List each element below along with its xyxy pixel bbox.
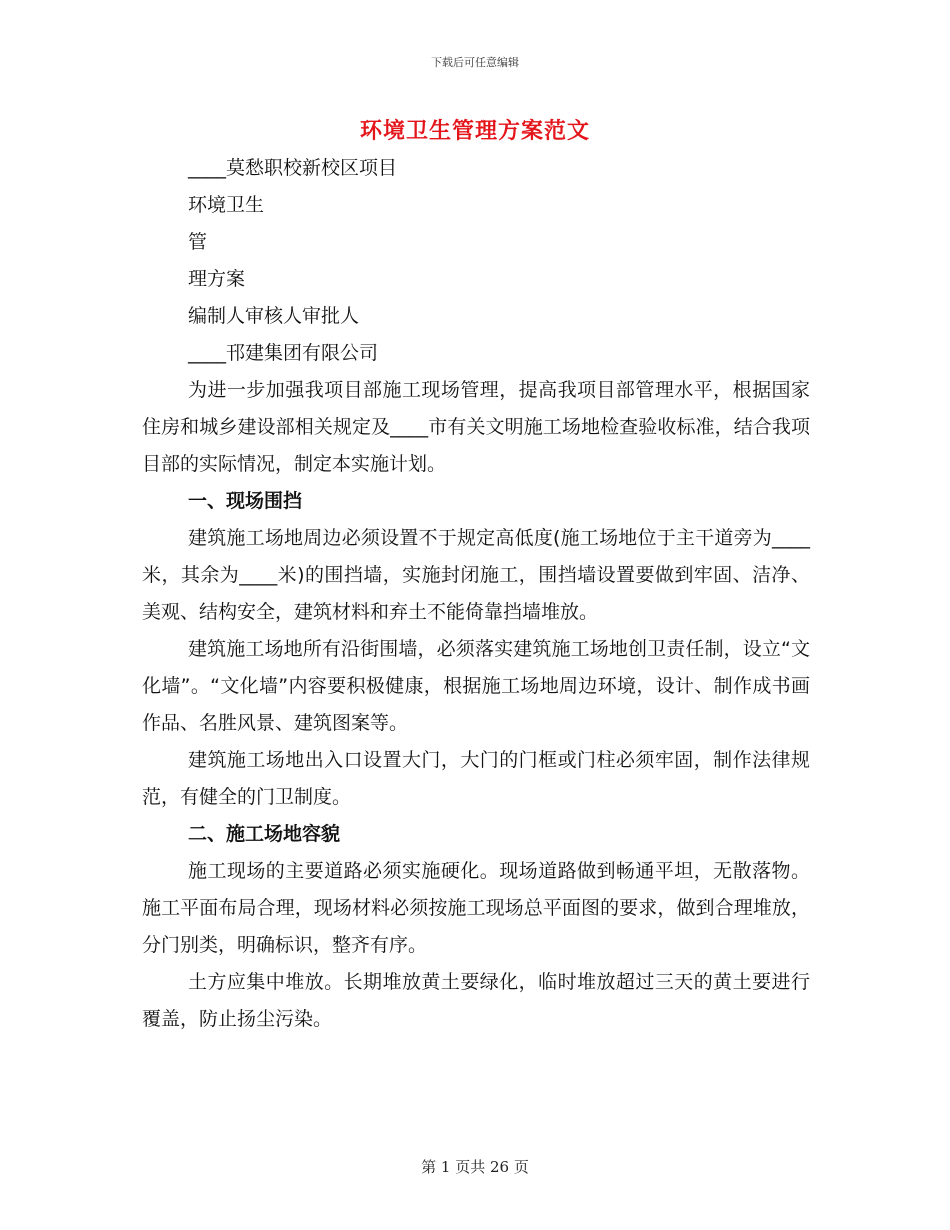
cover-line-signers: 编制人审核人审批人 bbox=[188, 305, 360, 327]
cover-line-company: ____邗建集团有限公司 bbox=[188, 342, 379, 364]
document-body bbox=[142, 150, 810, 1038]
section1-paragraph-2: 建筑施工场地所有沿街围墙，必须落实建筑施工场地创卫责任制，设立“文化墙”。“文化墙”内容要积极健康，根据施工场地周边环境，设计、制作成书画作品、名胜风景、建筑图案等。 bbox=[142, 638, 810, 734]
intro-paragraph: 为进一步加强我项目部施工现场管理，提高我项目部管理水平，根据国家住房和城乡建设部相关规定及____市有关文明施工场地检查验收标准，结合我项目部的实际情况，制定本实施计划。 bbox=[142, 379, 810, 475]
section2-heading: 二、施工场地容貌 bbox=[188, 823, 341, 845]
section2-paragraph-1: 施工现场的主要道路必须实施硬化。现场道路做到畅通平坦，无散落物。施工平面布局合理，现场材料必须按施工现场总平面图的要求，做到合理堆放，分门别类，明确标识，整齐有序。 bbox=[142, 860, 810, 956]
document-title: 环境卫生管理方案范文 bbox=[359, 119, 590, 144]
cover-line-project: ____莫愁职校新校区项目 bbox=[188, 157, 398, 179]
cover-line-env: 环境卫生 bbox=[188, 194, 265, 216]
section1-paragraph-1: 建筑施工场地周边必须设置不于规定高低度(施工场地位于主干道旁为____米，其余为____米)的围挡墙，实施封闭施工，围挡墙设置要做到牢固、洁净、美观、结构安全，建筑材料和弃土不能倚靠挡墙堆放。 bbox=[142, 527, 810, 623]
page-number: 第 1 页共 26 页 bbox=[421, 1158, 529, 1176]
header-note: 下载后可任意编辑 bbox=[431, 56, 519, 69]
section2-paragraph-2: 土方应集中堆放。长期堆放黄土要绿化，临时堆放超过三天的黄土要进行覆盖，防止扬尘污染。 bbox=[142, 971, 810, 1030]
cover-line-guan: 管 bbox=[188, 231, 208, 253]
section1-heading: 一、现场围挡 bbox=[188, 490, 303, 512]
section1-paragraph-3: 建筑施工场地出入口设置大门，大门的门框或门柱必须牢固，制作法律规范，有健全的门卫制度。 bbox=[142, 749, 810, 808]
cover-line-plan: 理方案 bbox=[188, 268, 246, 290]
